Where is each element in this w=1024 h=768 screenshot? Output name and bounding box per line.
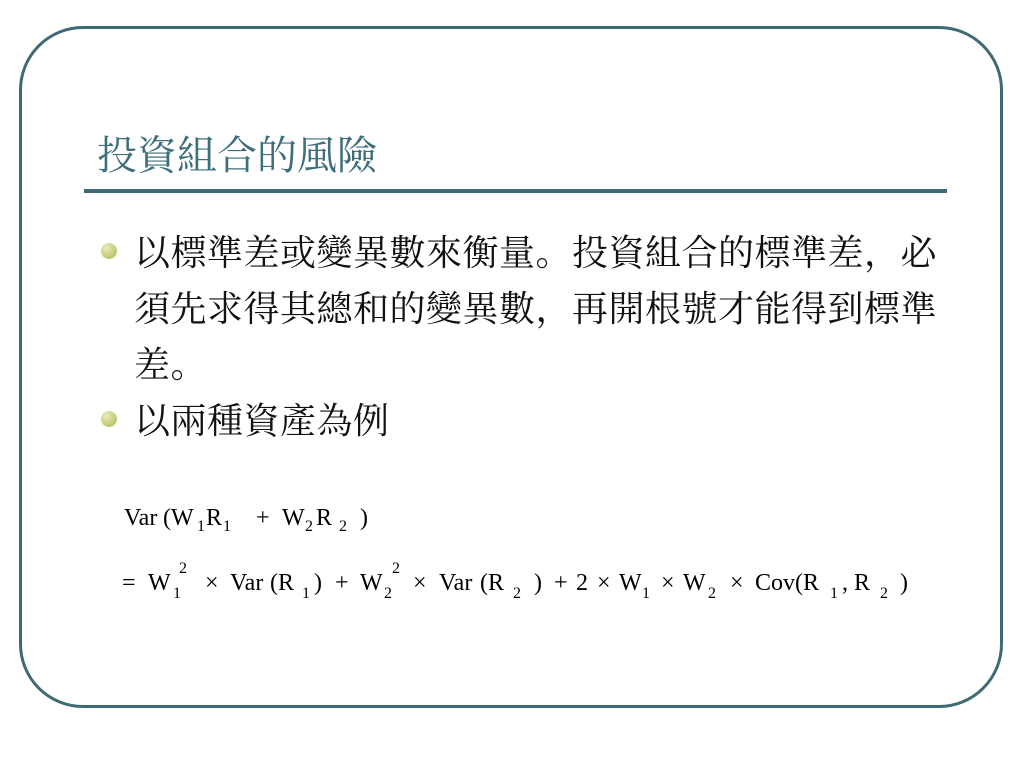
svg-text:×: ×	[597, 570, 611, 596]
svg-text:W: W	[619, 570, 642, 596]
svg-text:+: +	[256, 505, 270, 531]
svg-text:×: ×	[730, 570, 744, 596]
svg-text:+: +	[335, 570, 349, 596]
svg-text:, R: , R	[842, 570, 871, 596]
svg-text:1: 1	[223, 518, 231, 535]
svg-text:(R: (R	[270, 570, 294, 596]
equation-1-graphic	[124, 500, 384, 540]
equation-2-graphic	[122, 562, 922, 608]
svg-text:1: 1	[197, 518, 205, 535]
title-underline	[84, 189, 947, 193]
svg-text:2: 2	[880, 585, 888, 602]
svg-text:): )	[534, 570, 542, 596]
svg-text:1: 1	[642, 585, 650, 602]
equation-line-1	[124, 500, 384, 540]
svg-text:(W: (W	[163, 505, 194, 531]
svg-text:×: ×	[413, 570, 427, 596]
svg-text:W: W	[683, 570, 706, 596]
svg-text:2: 2	[305, 518, 313, 535]
bullet-text: 以標準差或變異數來衡量。投資組合的標準差，必須先求得其總和的變異數，再開根號才能得到標準差。	[134, 233, 938, 386]
svg-text:W: W	[360, 570, 383, 596]
svg-text:1: 1	[830, 585, 838, 602]
slide-title: 投資組合的風險	[97, 133, 377, 179]
svg-text:2: 2	[513, 585, 521, 602]
svg-text:2: 2	[392, 560, 400, 577]
svg-text:=: =	[122, 570, 136, 596]
svg-text:Var: Var	[124, 505, 158, 531]
svg-text:): )	[900, 570, 908, 596]
svg-text:Var: Var	[230, 570, 264, 596]
bullet-dot-icon	[101, 243, 117, 259]
svg-text:2: 2	[339, 518, 347, 535]
svg-text:R: R	[316, 505, 333, 531]
svg-text:Cov(R: Cov(R	[755, 570, 820, 596]
svg-text:W: W	[282, 505, 305, 531]
equation-line-2	[122, 562, 922, 608]
svg-text:2: 2	[179, 560, 187, 577]
svg-text:): )	[314, 570, 322, 596]
svg-text:2: 2	[384, 585, 392, 602]
svg-text:): )	[360, 505, 368, 531]
svg-text:1: 1	[173, 585, 181, 602]
svg-text:+: +	[554, 570, 568, 596]
svg-text:2: 2	[708, 585, 716, 602]
svg-text:(R: (R	[480, 570, 504, 596]
bullet-dot-icon	[101, 411, 117, 427]
svg-text:×: ×	[661, 570, 675, 596]
svg-text:2: 2	[576, 570, 588, 596]
svg-text:×: ×	[205, 570, 219, 596]
svg-text:1: 1	[302, 585, 310, 602]
bullet-text: 以兩種資產為例	[134, 401, 390, 442]
svg-text:R: R	[206, 505, 223, 531]
svg-text:Var: Var	[439, 570, 473, 596]
svg-text:W: W	[148, 570, 171, 596]
